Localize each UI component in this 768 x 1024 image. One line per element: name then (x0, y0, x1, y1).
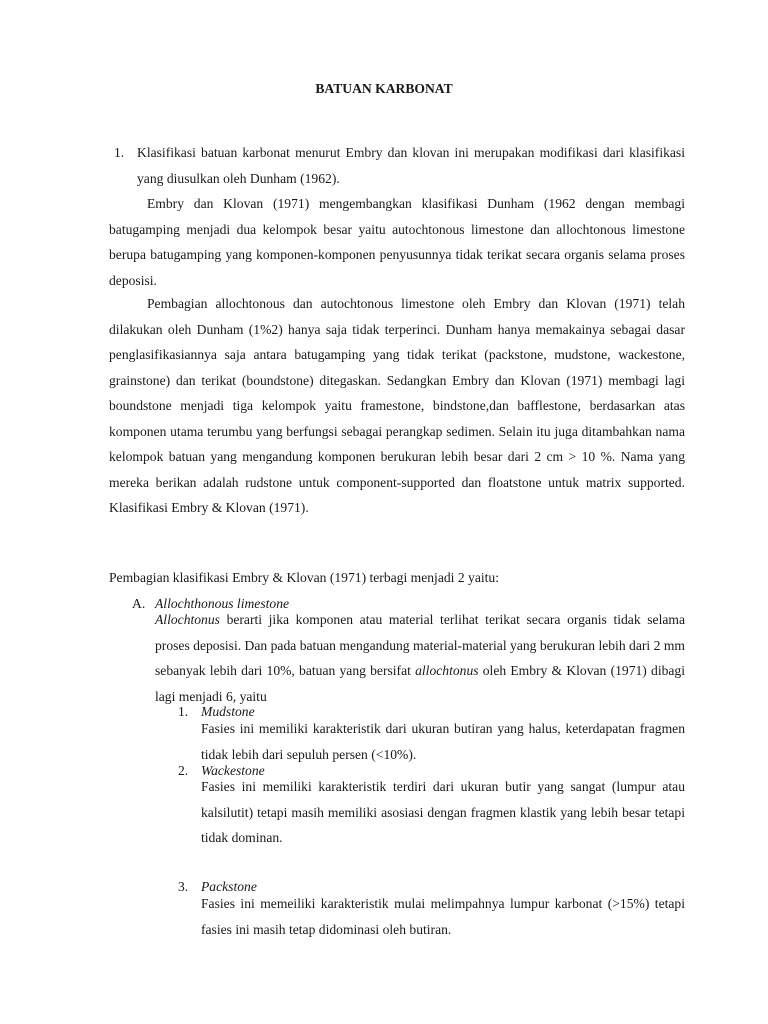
item-desc-wackestone: Fasies ini memiliki karakteristik terdiri dari ukuran butir yang sangat (lumpur atau kalsilutit) tetapi masih memiliki asosiasi dengan fragmen klastik yang lebih besar tetapi tidak dominan. (201, 779, 685, 845)
item-name-packstone: Packstone (201, 879, 257, 894)
item-desc-packstone: Fasies ini memeiliki karakteristik mulai melimpahnya lumpur karbonat (>15%) tetapi fasies ini masih tetap didominasi oleh butiran. (201, 896, 685, 937)
document-title: BATUAN KARBONAT (315, 81, 453, 96)
term-allochtonus: Allochtonus (155, 612, 220, 627)
paragraph-allochtonous-autochtonous: Pembagian allochtonous dan autochtonous limestone oleh Embry dan Klovan (1971) telah dilakukan oleh Dunham (1%2) hanya saja tidak terperinci. Dunham hanya memakainya sebagai dasar penglasifikasiannya saja antara batugamping yang tidak terikat (packstone, mudstone, wackestone, grainstone) dan terikat (boundstone) ditegaskan. Sedangkan Embry dan Klovan (1971) membagi lagi boundstone menjadi tiga kelompok yaitu framestone, bindstone,dan bafflestone, berdasarkan atas komponen utama terumbu yang berfungsi sebagai perangkap sedimen. Selain itu juga ditambahkan nama kelompok batuan yang mengandung komponen berukuran lebih besar dari 2 cm > 10 %. Nama yang mereka berikan adalah rudstone untuk component-supported dan floatstone untuk matrix supported. Klasifikasi Embry & Klovan (1971). (109, 296, 685, 515)
item-name-mudstone: Mudstone (201, 704, 255, 719)
item-name-wackestone: Wackestone (201, 763, 265, 778)
term-allochtonus-inline: allochtonus (415, 663, 479, 678)
item-number: 2. (178, 763, 189, 778)
section-a-heading: Allochthonous limestone (155, 596, 290, 611)
classification-intro: Pembagian klasifikasi Embry & Klovan (1971) terbagi menjadi 2 yaitu: (109, 570, 499, 585)
item-number: 3. (178, 879, 189, 894)
section-a-paragraph (155, 607, 685, 709)
item-number: 1. (178, 704, 189, 719)
section-a-text-2: oleh Embry & Klovan (1971) dibagi lagi menjadi 6, yaitu (155, 663, 685, 704)
section-number: 1. (114, 145, 125, 160)
section-a-letter: A. (132, 596, 146, 611)
section-lead-paragraph: Klasifikasi batuan karbonat menurut Embry dan klovan ini merupakan modifikasi dari klasifikasi yang diusulkan oleh Dunham (1962). (137, 145, 685, 186)
item-desc-mudstone: Fasies ini memiliki karakteristik dari ukuran butiran yang halus, keterdapatan fragmen tidak lebih dari sepuluh persen (<10%). (201, 721, 685, 762)
section-a-text-1: berarti jika komponen atau material terlihat terikat secara organis tidak selama proses deposisi. Dan pada batuan mengandung material-material yang berukuran lebih dari 2 mm sebanyak lebih dari 10%, batuan yang bersifat (155, 612, 685, 678)
paragraph-embry-klovan: Embry dan Klovan (1971) mengembangkan klasifikasi Dunham (1962 dengan membagi batugamping menjadi dua kelompok besar yaitu autochtonous limestone dan allochtonous limestone berupa batugamping yang komponen-komponen penyusunnya tidak terikat secara organis selama proses deposisi. (109, 196, 685, 288)
